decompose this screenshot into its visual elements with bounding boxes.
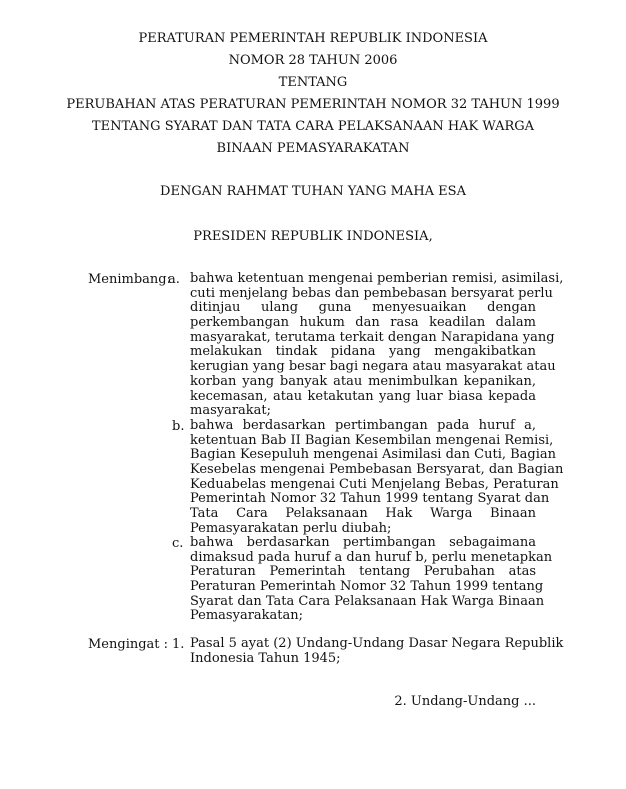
text-line: kerugian yang besar bagi negara atau masyarakat atau [190,359,556,375]
text-line: ditinjau ulang guna menyesuaikan dengan [190,300,536,316]
menimbang-item-c [190,535,553,624]
subject-line: TENTANG SYARAT DAN TATA CARA PELAKSANAAN HAK WARGA [91,119,535,134]
text-line: ketentuan Bab II Bagian Kesembilan mengenai Remisi, [190,432,554,448]
menimbang-label: Menimbang: [88,272,172,287]
text-line: Bagian Kesepuluh mengenai Asimilasi dan Cuti, Bagian [190,447,557,463]
text-line: Indonesia Tahun 1945; [190,650,341,666]
subject-line: PERUBAHAN ATAS PERATURAN PEMERINTAH NOMOR 32 TAHUN 1999 [66,97,560,112]
text-line: Pemerintah Nomor 32 Tahun 1999 tentang Syarat dan [190,491,550,507]
text-line: melakukan tindak pidana yang mengakibatkan [190,344,536,360]
document-about: TENTANG [278,75,348,90]
continuation-note: 2. Undang-Undang ... [394,694,536,709]
menimbang-item-b [190,418,564,537]
text-line: cuti menjelang bebas dan pembebasan bersyarat perlu [190,285,553,301]
item-marker: 1. [172,637,185,652]
text-line: dimaksud pada huruf a dan huruf b, perlu menetapkan [190,549,553,565]
item-marker: a. [168,272,180,287]
text-line: Kesebelas mengenai Pembebasan Bersyarat, dan Bagian [190,462,564,478]
text-line: Pasal 5 ayat (2) Undang-Undang Dasar Negara Republik [190,636,564,651]
invocation: DENGAN RAHMAT TUHAN YANG MAHA ESA [160,184,466,199]
text-line: Peraturan Pemerintah tentang Perubahan atas [190,564,536,580]
text-line: Tata Cara Pelaksanaan Hak Warga Binaan [190,506,536,522]
text-line: Syarat dan Tata Cara Pelaksanaan Hak Warga Binaan [190,593,545,609]
text-line: korban yang banyak atau menimbulkan kepanikan, [190,373,536,389]
item-marker: c. [172,536,184,551]
subject-line: BINAAN PEMASYARAKATAN [216,141,410,156]
text-line: bahwa ketentuan mengenai pemberian remisi, asimilasi, [190,271,564,286]
text-line: perkembangan hukum dan rasa keadilan dalam [190,315,536,331]
document-number: NOMOR 28 TAHUN 2006 [228,53,398,68]
issuer: PRESIDEN REPUBLIK INDONESIA, [193,229,433,244]
document-title: PERATURAN PEMERINTAH REPUBLIK INDONESIA [138,31,488,46]
item-marker: b. [172,419,185,434]
text-line: bahwa berdasarkan pertimbangan sebagaimana [190,535,536,550]
text-line: Keduabelas mengenai Cuti Menjelang Bebas, Peraturan [190,476,559,492]
text-line: masyarakat; [190,403,272,419]
text-line: Pemasyarakatan perlu diubah; [190,520,392,536]
text-line: Pemasyarakatan; [190,608,304,624]
mengingat-label: Mengingat : [88,637,169,652]
text-line: masyarakat, terutama terkait dengan Narapidana yang [190,329,555,345]
menimbang-item-a [190,271,564,419]
mengingat-item-1 [190,636,564,666]
text-line: Peraturan Pemerintah Nomor 32 Tahun 1999 tentang [190,579,544,595]
text-line: kecemasan, atau ketakutan yang luar biasa kepada [190,388,536,404]
text-line: bahwa berdasarkan pertimbangan pada huruf a, [190,418,536,433]
